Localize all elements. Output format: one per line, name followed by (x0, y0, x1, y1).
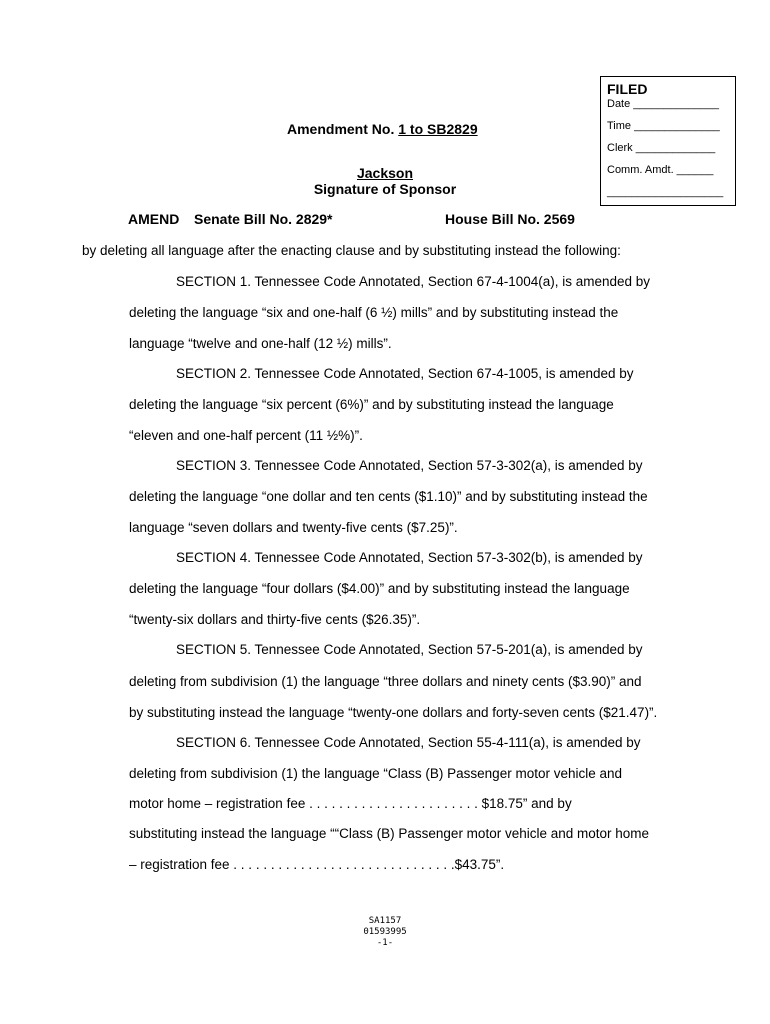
filed-blank: ___________________ (607, 186, 724, 198)
body-line: deleting from subdivision (1) the language “Class (B) Passenger motor vehicle and (129, 766, 623, 781)
filed-comm-amdt: Comm. Amdt. ______ (607, 164, 714, 176)
body-line: deleting the language “one dollar and ten cents ($1.10)” and by substituting instead the (129, 489, 648, 504)
filed-date: Date ______________ (607, 98, 719, 110)
page-footer (0, 916, 770, 949)
body-line: – registration fee . . . . . . . . . . . . . . . . . . . . . . . . . . . . . .$43.75”. (129, 857, 505, 872)
filed-time: Time ______________ (607, 120, 720, 132)
body-line: language “seven dollars and twenty-five cents ($7.25)”. (129, 520, 458, 535)
section-5-heading: SECTION 5. Tennessee Code Annotated, Section 57-5-201(a), is amended by (176, 642, 643, 657)
intro-text: by deleting all language after the enacting clause and by substituting instead the following: (82, 243, 621, 258)
amendment-prefix: Amendment No. (287, 121, 399, 137)
sponsor-name: Jackson (356, 165, 414, 181)
footer-code-1: SA1157 (368, 916, 402, 926)
body-line: deleting the language “six percent (6%)” and by substituting instead the language (129, 397, 614, 412)
body-line: deleting from subdivision (1) the language “three dollars and ninety cents ($3.90)” and (129, 674, 642, 689)
amendment-ref: 1 to SB2829 (398, 121, 478, 137)
body-line: language “twelve and one-half (12 ½) mills”. (129, 336, 392, 351)
filed-title: FILED (607, 81, 648, 97)
footer-code-2: 01593995 (363, 927, 407, 937)
amendment-number (287, 121, 478, 137)
section-3-heading: SECTION 3. Tennessee Code Annotated, Section 57-3-302(a), is amended by (176, 458, 643, 473)
body-line: motor home – registration fee . . . . . . . . . . . . . . . . . . . . . . . $18.75” and by (129, 796, 572, 811)
senate-bill-number: Senate Bill No. 2829* (194, 211, 333, 227)
amend-label: AMEND (128, 211, 180, 227)
body-line: “twenty-six dollars and thirty-five cents ($26.35)”. (129, 612, 421, 627)
section-1-heading: SECTION 1. Tennessee Code Annotated, Section 67-4-1004(a), is amended by (176, 274, 651, 289)
body-line: by substituting instead the language “twenty-one dollars and forty-seven cents ($21.47)”. (129, 705, 658, 720)
body-line: substituting instead the language ““Class (B) Passenger motor vehicle and motor home (129, 826, 650, 841)
page-number: -1- (376, 938, 394, 948)
sponsor-caption: Signature of Sponsor (313, 181, 457, 197)
house-bill-number: House Bill No. 2569 (445, 211, 575, 227)
section-6-heading: SECTION 6. Tennessee Code Annotated, Section 55-4-111(a), is amended by (176, 735, 641, 750)
body-line: deleting the language “four dollars ($4.00)” and by substituting instead the language (129, 581, 630, 596)
body-line: deleting the language “six and one-half (6 ½) mills” and by substituting instead the (129, 305, 619, 320)
body-line: “eleven and one-half percent (11 ½%)”. (129, 428, 363, 443)
section-2-heading: SECTION 2. Tennessee Code Annotated, Section 67-4-1005, is amended by (176, 366, 634, 381)
section-4-heading: SECTION 4. Tennessee Code Annotated, Section 57-3-302(b), is amended by (176, 550, 643, 565)
filed-clerk: Clerk _____________ (607, 142, 716, 154)
